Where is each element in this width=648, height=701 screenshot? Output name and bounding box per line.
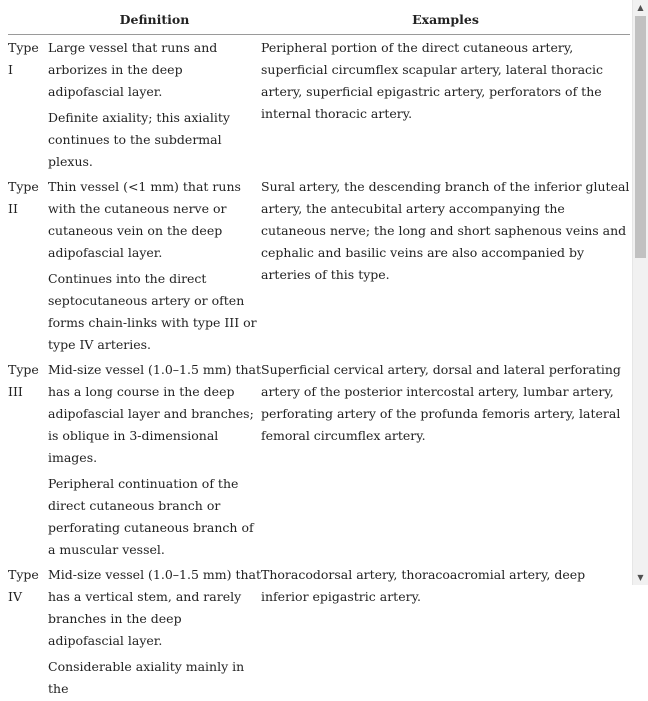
- header-examples: Examples: [261, 7, 630, 35]
- definition-paragraph: Thin vessel (<1 mm) that runs with the cutaneous nerve or cutaneous vein on the deep adipofascial layer.: [48, 179, 241, 260]
- definition-paragraph: Continues into the direct septocutaneous artery or often forms chain-links with type III or type IV arteries.: [48, 271, 257, 352]
- type-number: I: [8, 62, 13, 77]
- definition-paragraph: Large vessel that runs and arborizes in the deep adipofascial layer.: [48, 40, 218, 99]
- definition-paragraph: Definite axiality; this axiality continues to the subdermal plexus.: [48, 110, 230, 169]
- type-label: Type: [8, 40, 39, 55]
- definition-paragraph: Peripheral continuation of the direct cutaneous branch or perforating cutaneous branch of a muscular vessel.: [48, 476, 254, 557]
- type-number: II: [8, 201, 18, 216]
- scroll-down-arrow-icon[interactable]: ▼: [637, 573, 644, 582]
- examples-cell: Thoracodorsal artery, thoracoacromial artery, deep inferior epigastric artery.: [261, 567, 586, 604]
- table-header-row: [8, 7, 630, 35]
- definition-cell: [48, 562, 261, 701]
- header-definition: Definition: [48, 7, 261, 35]
- scrollbar-thumb[interactable]: [635, 16, 646, 258]
- definition-cell: [48, 174, 261, 357]
- type-label: Type: [8, 179, 39, 194]
- examples-cell: Superficial cervical artery, dorsal and lateral perforating artery of the posterior intercostal artery, lumbar artery, perforating artery of the profunda femoris artery, lateral femoral circumflex artery.: [261, 362, 621, 443]
- definition-cell: [48, 35, 261, 175]
- type-number: IV: [8, 589, 22, 604]
- vertical-scrollbar[interactable]: [632, 0, 648, 585]
- type-cell: [8, 357, 48, 562]
- examples-cell: Peripheral portion of the direct cutaneous artery, superficial circumflex scapular artery, lateral thoracic artery, superficial epigastric artery, perforators of the internal thoracic artery.: [261, 40, 604, 121]
- definition-paragraph: Mid-size vessel (1.0–1.5 mm) that has a vertical stem, and rarely branches in the deep adipofascial layer.: [48, 567, 262, 648]
- examples-cell: Sural artery, the descending branch of the inferior gluteal artery, the antecubital artery accompanying the cutaneous nerve; the long and short saphenous veins and cephalic and basilic veins are also accompanied by arteries of this type.: [261, 179, 630, 282]
- table-row: [8, 357, 630, 562]
- type-label: Type: [8, 567, 39, 582]
- type-label: Type: [8, 362, 39, 377]
- header-type: [8, 7, 48, 35]
- table-row: [8, 35, 630, 175]
- type-cell: [8, 562, 48, 701]
- table-row: [8, 562, 630, 701]
- type-cell: [8, 174, 48, 357]
- type-cell: [8, 35, 48, 175]
- type-number: III: [8, 384, 23, 399]
- definition-paragraph: Considerable axiality mainly in the: [48, 659, 245, 696]
- scroll-up-arrow-icon[interactable]: ▲: [637, 3, 644, 12]
- vessel-type-table: [8, 7, 630, 701]
- definition-cell: [48, 357, 261, 562]
- definition-paragraph: Mid-size vessel (1.0–1.5 mm) that has a long course in the deep adipofascial layer and branches; is oblique in 3-dimensional images.: [48, 362, 262, 465]
- table-row: [8, 174, 630, 357]
